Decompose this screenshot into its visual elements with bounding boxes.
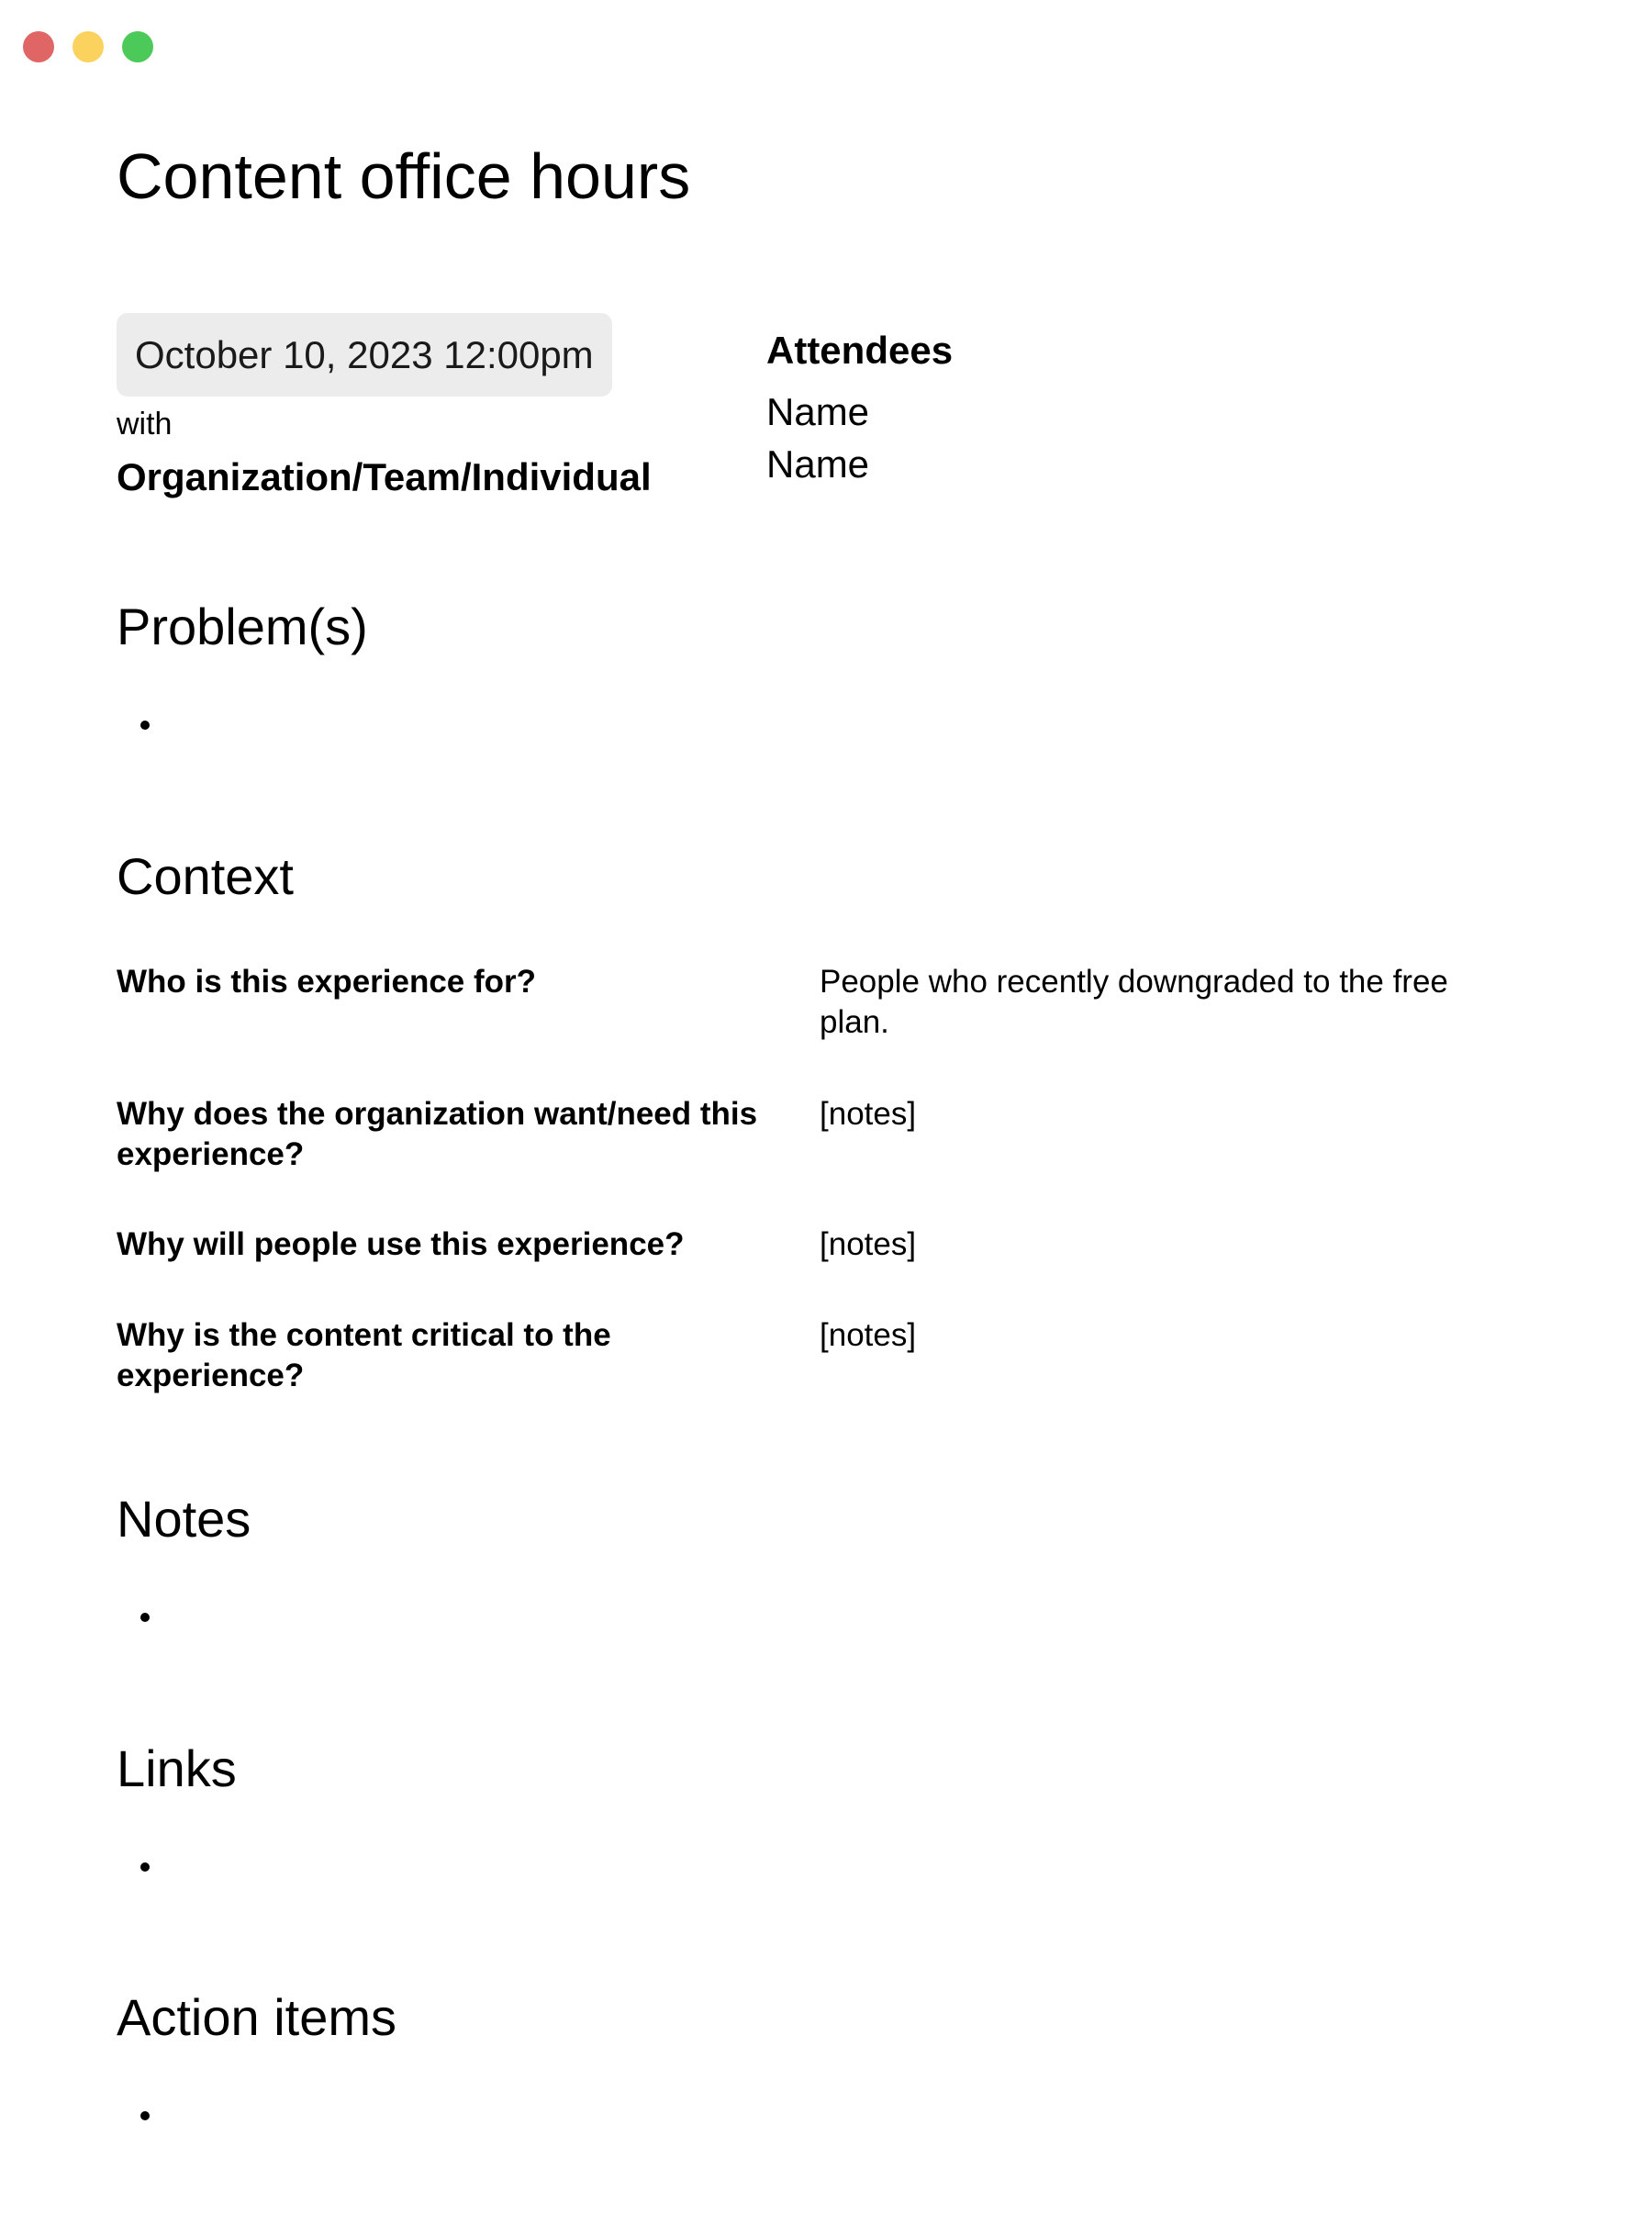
close-window-button[interactable] bbox=[23, 31, 54, 62]
action-items-bullet[interactable] bbox=[140, 2111, 150, 2120]
attendee-name[interactable]: Name bbox=[766, 390, 870, 433]
context-question: Why does the organization want/need this experience? bbox=[117, 1096, 758, 1172]
links-bullet[interactable] bbox=[140, 1862, 150, 1872]
context-answer[interactable]: [notes] bbox=[820, 1317, 917, 1353]
context-answer[interactable]: People who recently downgraded to the free plan. bbox=[820, 964, 1448, 1040]
zoom-window-button[interactable] bbox=[122, 31, 153, 62]
links-heading: Links bbox=[117, 1739, 237, 1797]
context-question: Why is the content critical to the experience? bbox=[117, 1317, 611, 1393]
notes-heading: Notes bbox=[117, 1490, 251, 1548]
context-answer[interactable]: [notes] bbox=[820, 1226, 917, 1262]
problems-heading: Problem(s) bbox=[117, 598, 368, 655]
problems-bullet[interactable] bbox=[140, 721, 150, 730]
attendee-name[interactable]: Name bbox=[766, 442, 870, 486]
context-question: Why will people use this experience? bbox=[117, 1226, 685, 1262]
notes-bullet[interactable] bbox=[140, 1613, 150, 1622]
action-items-heading: Action items bbox=[117, 1988, 396, 2046]
page-title[interactable]: Content office hours bbox=[117, 140, 691, 212]
with-label: with bbox=[117, 407, 173, 442]
attendees-heading: Attendees bbox=[766, 329, 954, 372]
context-question: Who is this experience for? bbox=[117, 964, 537, 1000]
context-heading: Context bbox=[117, 847, 294, 905]
minimize-window-button[interactable] bbox=[73, 31, 104, 62]
meeting-date-chip[interactable]: October 10, 2023 12:00pm bbox=[117, 313, 612, 397]
context-answer[interactable]: [notes] bbox=[820, 1096, 917, 1132]
attendees-block bbox=[766, 325, 953, 490]
window-controls bbox=[23, 31, 153, 62]
organization-name[interactable]: Organization/Team/Individual bbox=[117, 455, 652, 498]
